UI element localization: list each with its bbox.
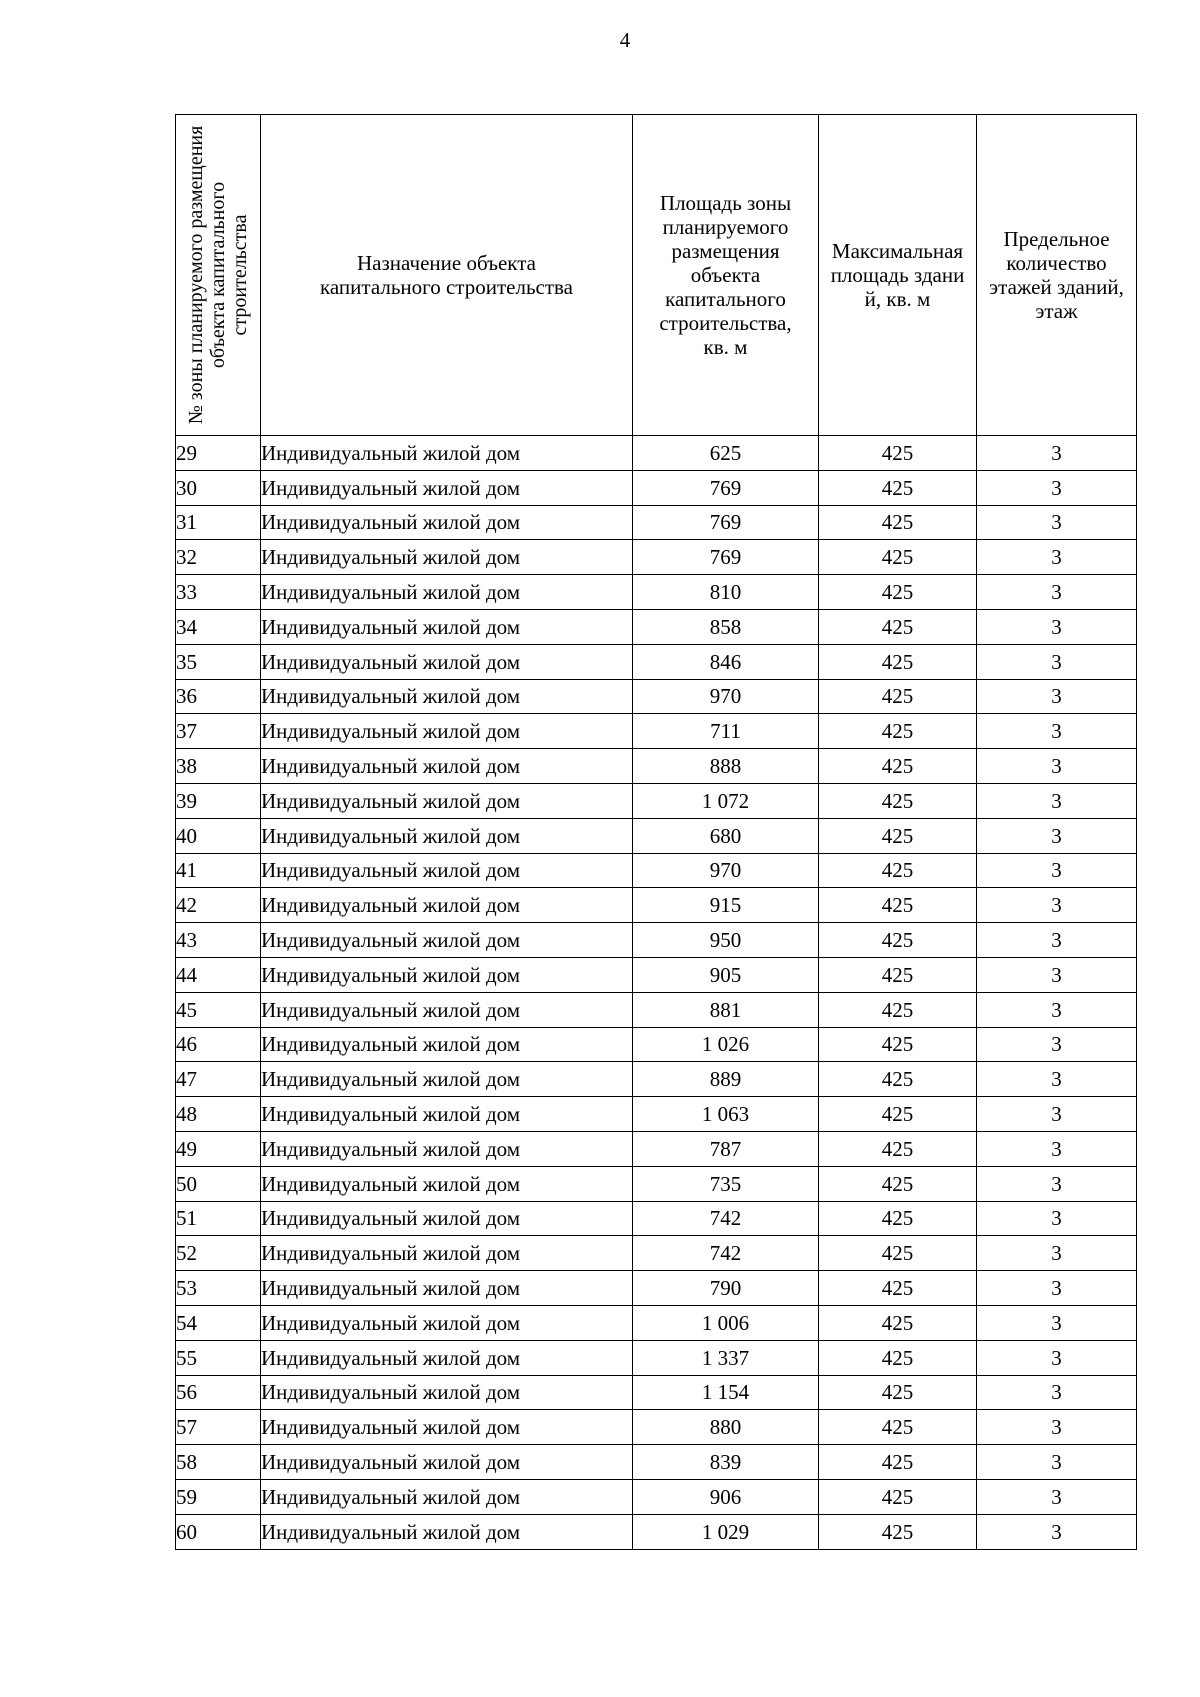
table-row xyxy=(176,540,1137,575)
header-row xyxy=(176,115,1137,436)
table-row xyxy=(176,436,1137,471)
zone-number-cell: 46 xyxy=(176,1027,261,1062)
max-area-cell: 425 xyxy=(819,644,977,679)
zone-number-cell: 47 xyxy=(176,1062,261,1097)
header-zone-area xyxy=(633,115,819,436)
zone-area-cell: 625 xyxy=(633,436,819,471)
purpose-cell: Индивидуальный жилой дом xyxy=(261,1271,633,1306)
zone-number-cell: 49 xyxy=(176,1131,261,1166)
purpose-cell: Индивидуальный жилой дом xyxy=(261,1131,633,1166)
table-row xyxy=(176,714,1137,749)
table-row xyxy=(176,1514,1137,1549)
table-row xyxy=(176,923,1137,958)
header-zone-number xyxy=(176,115,261,436)
purpose-cell: Индивидуальный жилой дом xyxy=(261,1236,633,1271)
floors-cell: 3 xyxy=(977,505,1137,540)
table-row xyxy=(176,1375,1137,1410)
zone-area-cell: 769 xyxy=(633,505,819,540)
purpose-cell: Индивидуальный жилой дом xyxy=(261,644,633,679)
zone-area-cell: 950 xyxy=(633,923,819,958)
table-row xyxy=(176,505,1137,540)
max-area-cell: 425 xyxy=(819,1271,977,1306)
floors-cell: 3 xyxy=(977,1201,1137,1236)
floors-cell: 3 xyxy=(977,992,1137,1027)
floors-cell: 3 xyxy=(977,644,1137,679)
max-area-cell: 425 xyxy=(819,1340,977,1375)
table-body xyxy=(176,436,1137,1550)
floors-cell: 3 xyxy=(977,1062,1137,1097)
floors-cell: 3 xyxy=(977,540,1137,575)
purpose-cell: Индивидуальный жилой дом xyxy=(261,1445,633,1480)
max-area-cell: 425 xyxy=(819,1445,977,1480)
zone-number-cell: 42 xyxy=(176,888,261,923)
floors-cell: 3 xyxy=(977,818,1137,853)
max-area-cell: 425 xyxy=(819,1375,977,1410)
table-row xyxy=(176,853,1137,888)
max-area-cell: 425 xyxy=(819,992,977,1027)
max-area-cell: 425 xyxy=(819,888,977,923)
table-row xyxy=(176,888,1137,923)
floors-cell: 3 xyxy=(977,1375,1137,1410)
zone-number-cell: 36 xyxy=(176,679,261,714)
table-row xyxy=(176,1131,1137,1166)
floors-cell: 3 xyxy=(977,888,1137,923)
zone-area-cell: 970 xyxy=(633,853,819,888)
table-row xyxy=(176,1062,1137,1097)
zone-number-cell: 33 xyxy=(176,575,261,610)
zone-number-cell: 43 xyxy=(176,923,261,958)
table-row xyxy=(176,992,1137,1027)
purpose-cell: Индивидуальный жилой дом xyxy=(261,714,633,749)
table-row xyxy=(176,1166,1137,1201)
floors-cell: 3 xyxy=(977,749,1137,784)
max-area-cell: 425 xyxy=(819,1305,977,1340)
table-row xyxy=(176,818,1137,853)
table-row xyxy=(176,1097,1137,1132)
max-area-cell: 425 xyxy=(819,1062,977,1097)
zone-area-cell: 858 xyxy=(633,609,819,644)
zone-area-cell: 1 026 xyxy=(633,1027,819,1062)
zone-number-cell: 35 xyxy=(176,644,261,679)
zone-number-cell: 45 xyxy=(176,992,261,1027)
max-area-cell: 425 xyxy=(819,1097,977,1132)
zone-number-cell: 53 xyxy=(176,1271,261,1306)
zone-area-cell: 1 006 xyxy=(633,1305,819,1340)
zone-number-cell: 48 xyxy=(176,1097,261,1132)
max-area-cell: 425 xyxy=(819,818,977,853)
max-area-cell: 425 xyxy=(819,923,977,958)
floors-cell: 3 xyxy=(977,1479,1137,1514)
table-row xyxy=(176,1340,1137,1375)
purpose-cell: Индивидуальный жилой дом xyxy=(261,749,633,784)
zone-area-cell: 769 xyxy=(633,470,819,505)
floors-cell: 3 xyxy=(977,1131,1137,1166)
purpose-cell: Индивидуальный жилой дом xyxy=(261,1097,633,1132)
max-area-cell: 425 xyxy=(819,1479,977,1514)
purpose-cell: Индивидуальный жилой дом xyxy=(261,1514,633,1549)
floors-cell: 3 xyxy=(977,714,1137,749)
max-area-cell: 425 xyxy=(819,1201,977,1236)
zone-area-cell: 680 xyxy=(633,818,819,853)
table-row xyxy=(176,1445,1137,1480)
zone-area-cell: 906 xyxy=(633,1479,819,1514)
zone-number-cell: 29 xyxy=(176,436,261,471)
max-area-cell: 425 xyxy=(819,1410,977,1445)
max-area-cell: 425 xyxy=(819,505,977,540)
zone-area-cell: 742 xyxy=(633,1236,819,1271)
purpose-cell: Индивидуальный жилой дом xyxy=(261,1201,633,1236)
max-area-cell: 425 xyxy=(819,749,977,784)
purpose-cell: Индивидуальный жилой дом xyxy=(261,470,633,505)
zone-area-cell: 735 xyxy=(633,1166,819,1201)
floors-cell: 3 xyxy=(977,1514,1137,1549)
zone-number-cell: 54 xyxy=(176,1305,261,1340)
purpose-cell: Индивидуальный жилой дом xyxy=(261,1305,633,1340)
floors-cell: 3 xyxy=(977,609,1137,644)
table-row xyxy=(176,470,1137,505)
floors-cell: 3 xyxy=(977,1236,1137,1271)
header-max-area xyxy=(819,115,977,436)
zone-number-cell: 58 xyxy=(176,1445,261,1480)
zone-number-cell: 40 xyxy=(176,818,261,853)
floors-cell: 3 xyxy=(977,783,1137,818)
page-number: 4 xyxy=(619,28,631,52)
header-zone-number-text: № зоны планируемого размещения объекта капитального строительства xyxy=(185,125,251,425)
floors-cell: 3 xyxy=(977,1271,1137,1306)
floors-cell: 3 xyxy=(977,1166,1137,1201)
zone-number-cell: 59 xyxy=(176,1479,261,1514)
table-header xyxy=(176,115,1137,436)
zone-area-cell: 888 xyxy=(633,749,819,784)
purpose-cell: Индивидуальный жилой дом xyxy=(261,1479,633,1514)
table-row xyxy=(176,1479,1137,1514)
purpose-cell: Индивидуальный жилой дом xyxy=(261,540,633,575)
purpose-cell: Индивидуальный жилой дом xyxy=(261,1062,633,1097)
max-area-cell: 425 xyxy=(819,470,977,505)
floors-cell: 3 xyxy=(977,1097,1137,1132)
zone-area-cell: 810 xyxy=(633,575,819,610)
max-area-cell: 425 xyxy=(819,540,977,575)
zone-number-cell: 38 xyxy=(176,749,261,784)
purpose-cell: Индивидуальный жилой дом xyxy=(261,1375,633,1410)
zone-area-cell: 1 154 xyxy=(633,1375,819,1410)
header-purpose xyxy=(261,115,633,436)
zone-area-cell: 711 xyxy=(633,714,819,749)
zone-number-cell: 30 xyxy=(176,470,261,505)
floors-cell: 3 xyxy=(977,470,1137,505)
zone-number-cell: 50 xyxy=(176,1166,261,1201)
purpose-cell: Индивидуальный жилой дом xyxy=(261,436,633,471)
table-row xyxy=(176,1410,1137,1445)
floors-cell: 3 xyxy=(977,436,1137,471)
zone-number-cell: 34 xyxy=(176,609,261,644)
table-row xyxy=(176,1305,1137,1340)
header-purpose-text: Назначение объекта капитального строительства xyxy=(320,250,573,299)
zones-table xyxy=(175,114,1137,1550)
floors-cell: 3 xyxy=(977,1027,1137,1062)
zone-area-cell: 839 xyxy=(633,1445,819,1480)
zone-area-cell: 1 063 xyxy=(633,1097,819,1132)
zone-area-cell: 880 xyxy=(633,1410,819,1445)
table-row xyxy=(176,644,1137,679)
floors-cell: 3 xyxy=(977,575,1137,610)
floors-cell: 3 xyxy=(977,853,1137,888)
floors-cell: 3 xyxy=(977,1340,1137,1375)
purpose-cell: Индивидуальный жилой дом xyxy=(261,609,633,644)
zone-number-cell: 41 xyxy=(176,853,261,888)
floors-cell: 3 xyxy=(977,1410,1137,1445)
max-area-cell: 425 xyxy=(819,1514,977,1549)
purpose-cell: Индивидуальный жилой дом xyxy=(261,992,633,1027)
purpose-cell: Индивидуальный жилой дом xyxy=(261,853,633,888)
zone-number-cell: 31 xyxy=(176,505,261,540)
zone-number-cell: 57 xyxy=(176,1410,261,1445)
zone-area-cell: 742 xyxy=(633,1201,819,1236)
zone-number-cell: 52 xyxy=(176,1236,261,1271)
purpose-cell: Индивидуальный жилой дом xyxy=(261,957,633,992)
floors-cell: 3 xyxy=(977,1445,1137,1480)
table-row xyxy=(176,1236,1137,1271)
zone-area-cell: 790 xyxy=(633,1271,819,1306)
max-area-cell: 425 xyxy=(819,679,977,714)
floors-cell: 3 xyxy=(977,679,1137,714)
table-row xyxy=(176,679,1137,714)
max-area-cell: 425 xyxy=(819,1166,977,1201)
floors-cell: 3 xyxy=(977,1305,1137,1340)
purpose-cell: Индивидуальный жилой дом xyxy=(261,783,633,818)
zone-area-cell: 787 xyxy=(633,1131,819,1166)
purpose-cell: Индивидуальный жилой дом xyxy=(261,818,633,853)
header-max-area-text: Максимальная площадь зданий, кв. м xyxy=(830,238,965,312)
header-zone-area-text: Площадь зоны планируемого размещения объекта капитального строительства, кв. м xyxy=(659,190,792,360)
zone-number-cell: 39 xyxy=(176,783,261,818)
max-area-cell: 425 xyxy=(819,609,977,644)
table-row xyxy=(176,1201,1137,1236)
max-area-cell: 425 xyxy=(819,714,977,749)
max-area-cell: 425 xyxy=(819,1236,977,1271)
zone-number-cell: 51 xyxy=(176,1201,261,1236)
zone-number-cell: 60 xyxy=(176,1514,261,1549)
max-area-cell: 425 xyxy=(819,853,977,888)
table-row xyxy=(176,783,1137,818)
zone-area-cell: 1 072 xyxy=(633,783,819,818)
purpose-cell: Индивидуальный жилой дом xyxy=(261,1166,633,1201)
zone-number-cell: 44 xyxy=(176,957,261,992)
max-area-cell: 425 xyxy=(819,1131,977,1166)
max-area-cell: 425 xyxy=(819,1027,977,1062)
purpose-cell: Индивидуальный жилой дом xyxy=(261,679,633,714)
header-floors xyxy=(977,115,1137,436)
zone-number-cell: 37 xyxy=(176,714,261,749)
zone-area-cell: 889 xyxy=(633,1062,819,1097)
zone-area-cell: 881 xyxy=(633,992,819,1027)
zone-number-cell: 56 xyxy=(176,1375,261,1410)
zone-number-cell: 55 xyxy=(176,1340,261,1375)
floors-cell: 3 xyxy=(977,957,1137,992)
max-area-cell: 425 xyxy=(819,436,977,471)
purpose-cell: Индивидуальный жилой дом xyxy=(261,505,633,540)
table-row xyxy=(176,1271,1137,1306)
zone-area-cell: 915 xyxy=(633,888,819,923)
max-area-cell: 425 xyxy=(819,575,977,610)
purpose-cell: Индивидуальный жилой дом xyxy=(261,1410,633,1445)
table-row xyxy=(176,609,1137,644)
zone-area-cell: 1 029 xyxy=(633,1514,819,1549)
zone-number-cell: 32 xyxy=(176,540,261,575)
zone-area-cell: 1 337 xyxy=(633,1340,819,1375)
zone-area-cell: 970 xyxy=(633,679,819,714)
max-area-cell: 425 xyxy=(819,783,977,818)
purpose-cell: Индивидуальный жилой дом xyxy=(261,575,633,610)
zone-area-cell: 769 xyxy=(633,540,819,575)
zone-area-cell: 846 xyxy=(633,644,819,679)
table-row xyxy=(176,749,1137,784)
table-row xyxy=(176,575,1137,610)
header-floors-text: Предельное количество этажей зданий, этаж xyxy=(989,226,1124,324)
table-row xyxy=(176,957,1137,992)
table-row xyxy=(176,1027,1137,1062)
zone-area-cell: 905 xyxy=(633,957,819,992)
purpose-cell: Индивидуальный жилой дом xyxy=(261,1340,633,1375)
purpose-cell: Индивидуальный жилой дом xyxy=(261,923,633,958)
purpose-cell: Индивидуальный жилой дом xyxy=(261,1027,633,1062)
floors-cell: 3 xyxy=(977,923,1137,958)
max-area-cell: 425 xyxy=(819,957,977,992)
purpose-cell: Индивидуальный жилой дом xyxy=(261,888,633,923)
